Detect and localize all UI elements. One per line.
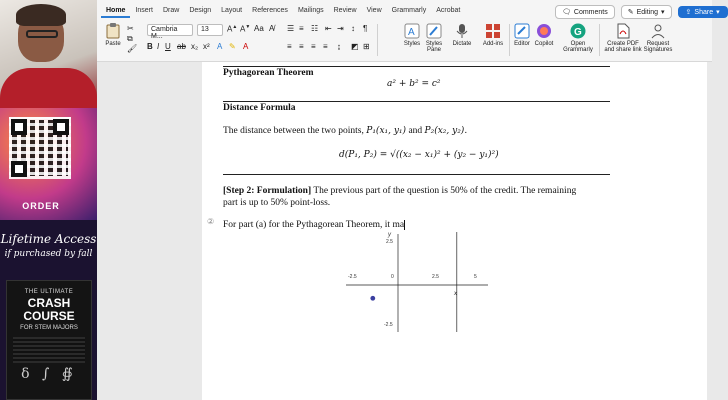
share-button[interactable] (678, 6, 728, 18)
document-page[interactable] (202, 62, 707, 400)
plotted-point (370, 296, 375, 301)
tab-layout[interactable]: Layout (221, 7, 243, 14)
grammarly-label-1: Open (570, 41, 586, 47)
copilot-icon (536, 23, 552, 39)
y-axis-label: y (388, 232, 391, 238)
chevron-down-icon: ▾ (716, 9, 720, 16)
x-tick-label: 0 (391, 274, 394, 280)
step-paragraph (223, 186, 613, 196)
typing-line[interactable] (223, 220, 405, 230)
comments-button[interactable] (555, 5, 615, 19)
divider (599, 24, 600, 56)
signature-icon (650, 23, 666, 39)
y-tick-label: -2.5 (384, 322, 393, 328)
pdf-icon (615, 23, 631, 39)
microphone-icon (454, 23, 470, 39)
editor-button[interactable] (511, 20, 533, 47)
dictate-label: Dictate (452, 41, 472, 47)
strikethrough-button[interactable]: ab (177, 42, 186, 51)
styles-pane-button[interactable] (423, 20, 445, 53)
create-pdf-label-1: Create PDF (607, 41, 639, 47)
tab-review[interactable]: Review (333, 7, 357, 14)
book-symbols: δ ∫ ∯ (21, 366, 77, 382)
multilevel-list-icon[interactable]: ☷ (311, 24, 319, 33)
font-size-value: 13 (201, 26, 209, 33)
distance-heading: Distance Formula (223, 103, 296, 113)
request-signatures-button[interactable] (643, 20, 673, 53)
y-tick-label: 2.5 (386, 239, 393, 245)
clear-format-icon[interactable]: A̸ (269, 24, 275, 33)
point-p1: P₁(x₁, y₁) (366, 126, 407, 136)
book-cover (6, 280, 92, 400)
line-spacing-icon[interactable]: ↨ (337, 42, 341, 51)
distance-sentence (223, 126, 467, 136)
text-cursor (404, 220, 405, 230)
request-label-1: Request (646, 41, 670, 47)
subscript-button[interactable]: x₂ (191, 42, 199, 51)
show-marks-icon[interactable]: ¶ (363, 24, 368, 33)
tab-grammarly[interactable]: Grammarly (391, 7, 427, 14)
step-text-2: part is up to 50% point-loss. (223, 198, 331, 208)
comment-icon: 🗨 (562, 9, 571, 16)
step-text-1: The previous part of the question is 50% of the credit. The remaining (311, 186, 577, 196)
document-canvas (97, 62, 712, 400)
lifetime-access (0, 220, 97, 275)
tab-home[interactable]: Home (101, 7, 130, 18)
cut-icon[interactable]: ✂ (127, 24, 134, 33)
request-label-2: Signatures (643, 47, 673, 53)
x-tick-label: 2.5 (432, 274, 439, 280)
tab-design[interactable]: Design (189, 7, 212, 14)
format-painter-icon[interactable]: 🖌 (127, 44, 138, 53)
font-size-select[interactable] (197, 24, 223, 36)
paragraph-marker-icon: ② (207, 217, 215, 226)
font-name-select[interactable] (147, 24, 193, 40)
point-p2: P₂(x₂, y₂). (424, 126, 468, 136)
editing-mode-button[interactable] (621, 5, 672, 19)
align-right-icon[interactable]: ≡ (311, 42, 316, 51)
grow-font-icon[interactable]: A▲ (227, 24, 238, 34)
addins-label: Add-ins (482, 41, 504, 47)
promo-sidebar (0, 0, 97, 400)
webcam-feed (0, 0, 97, 108)
divider (223, 101, 610, 102)
copilot-button[interactable] (533, 20, 555, 47)
increase-indent-icon[interactable]: ⇥ (337, 24, 344, 33)
shading-icon[interactable]: ◩ (351, 42, 359, 51)
borders-icon[interactable]: ⊞ (363, 42, 370, 51)
text-effects-icon[interactable]: A (217, 42, 223, 51)
book-line-3: FOR STEM MAJORS (20, 325, 78, 331)
align-left-icon[interactable]: ≡ (287, 42, 292, 51)
lifetime-subtitle: if purchased by fall (4, 249, 93, 259)
editor-icon (514, 23, 530, 39)
clipboard-icon (105, 23, 121, 39)
book-line-2: CRASH COURSE (23, 296, 75, 323)
dictate-button[interactable] (451, 20, 473, 47)
underline-button[interactable]: U (165, 42, 171, 51)
x-tick-label: 5 (474, 274, 477, 280)
paste-button[interactable] (103, 20, 123, 47)
styles-button[interactable] (399, 20, 425, 47)
bullets-icon[interactable]: ☰ (287, 24, 295, 33)
pythagorean-formula: a² + b² = c² (387, 79, 441, 89)
paste-label: Paste (105, 41, 121, 47)
grammarly-label-2: Grammarly (563, 47, 593, 53)
highlight-icon[interactable]: ✎ (229, 42, 236, 51)
open-grammarly-button[interactable] (563, 20, 593, 53)
divider (509, 24, 510, 56)
order-label: ORDER (22, 201, 60, 211)
editing-label: Editing (636, 8, 659, 16)
share-icon: ⇪ (685, 9, 692, 16)
superscript-button[interactable]: x² (203, 42, 210, 51)
bold-button[interactable]: B (147, 42, 153, 51)
addins-icon (485, 23, 501, 39)
distance-sentence-prefix: The distance between the two points, (223, 126, 367, 136)
decrease-indent-icon[interactable]: ⇤ (325, 24, 332, 33)
grammarly-icon (570, 23, 586, 39)
shrink-font-icon[interactable]: A▼ (240, 24, 251, 34)
tab-references[interactable]: References (252, 7, 288, 14)
divider (223, 174, 610, 175)
typing-text: For part (a) for the Pythagorean Theorem, it ma (223, 220, 405, 231)
create-pdf-label-2: and share link (604, 47, 642, 53)
addins-button[interactable] (481, 20, 505, 47)
chevron-down-icon: ▾ (661, 9, 665, 16)
editor-label: Editor (514, 41, 530, 47)
step-heading: [Step 2: Formulation] (223, 186, 312, 196)
tab-acrobat[interactable]: Acrobat (436, 7, 461, 14)
font-name-value: Cambria M... (151, 26, 178, 40)
pencil-icon: ✎ (627, 9, 634, 16)
numbering-icon[interactable]: ≡ (299, 24, 304, 33)
copy-icon[interactable]: ⧉ (127, 34, 133, 43)
tab-draw[interactable]: Draw (162, 7, 180, 14)
x-tick-label: -2.5 (348, 274, 357, 280)
pythagorean-heading: Pythagorean Theorem (223, 68, 314, 78)
ribbon-toolbar (97, 20, 712, 62)
book-line-1: THE ULTIMATE (24, 289, 74, 295)
lifetime-title: Lifetime Access (0, 232, 97, 246)
share-label: Share (694, 8, 714, 16)
sort-icon[interactable]: ↕ (351, 24, 355, 33)
distance-formula: d(P₁, P₂) = √((x₂ − x₁)² + (y₂ − y₁)²) (339, 150, 499, 160)
divider (377, 24, 378, 56)
x-axis-label: x (454, 291, 457, 297)
svg-text:G: G (574, 27, 582, 38)
font-color-icon[interactable]: A (243, 42, 249, 51)
tab-mailings[interactable]: Mailings (297, 7, 324, 14)
create-pdf-button[interactable] (603, 20, 643, 53)
styles-label: Styles (403, 41, 421, 47)
ribbon-actions (555, 5, 728, 19)
ribbon (97, 0, 720, 62)
tab-view[interactable]: View (366, 7, 382, 14)
align-center-icon[interactable]: ≡ (299, 42, 304, 51)
comments-label: Comments (573, 8, 608, 16)
divider (223, 66, 610, 67)
ribbon-tabs (101, 7, 465, 18)
styles-pane-icon (426, 23, 442, 39)
svg-text:A: A (408, 27, 415, 38)
coordinate-graph (346, 232, 496, 342)
copilot-label: Copilot (534, 41, 554, 47)
and-word: and (406, 126, 425, 136)
justify-icon[interactable]: ≡ (323, 42, 328, 51)
tab-insert[interactable]: Insert (135, 7, 153, 14)
italic-button[interactable]: I (157, 42, 160, 51)
styles-icon (404, 23, 420, 39)
qr-promo (0, 108, 97, 220)
change-case-icon[interactable]: Aa (254, 24, 264, 33)
styles-pane-label: Styles Pane (425, 41, 443, 53)
